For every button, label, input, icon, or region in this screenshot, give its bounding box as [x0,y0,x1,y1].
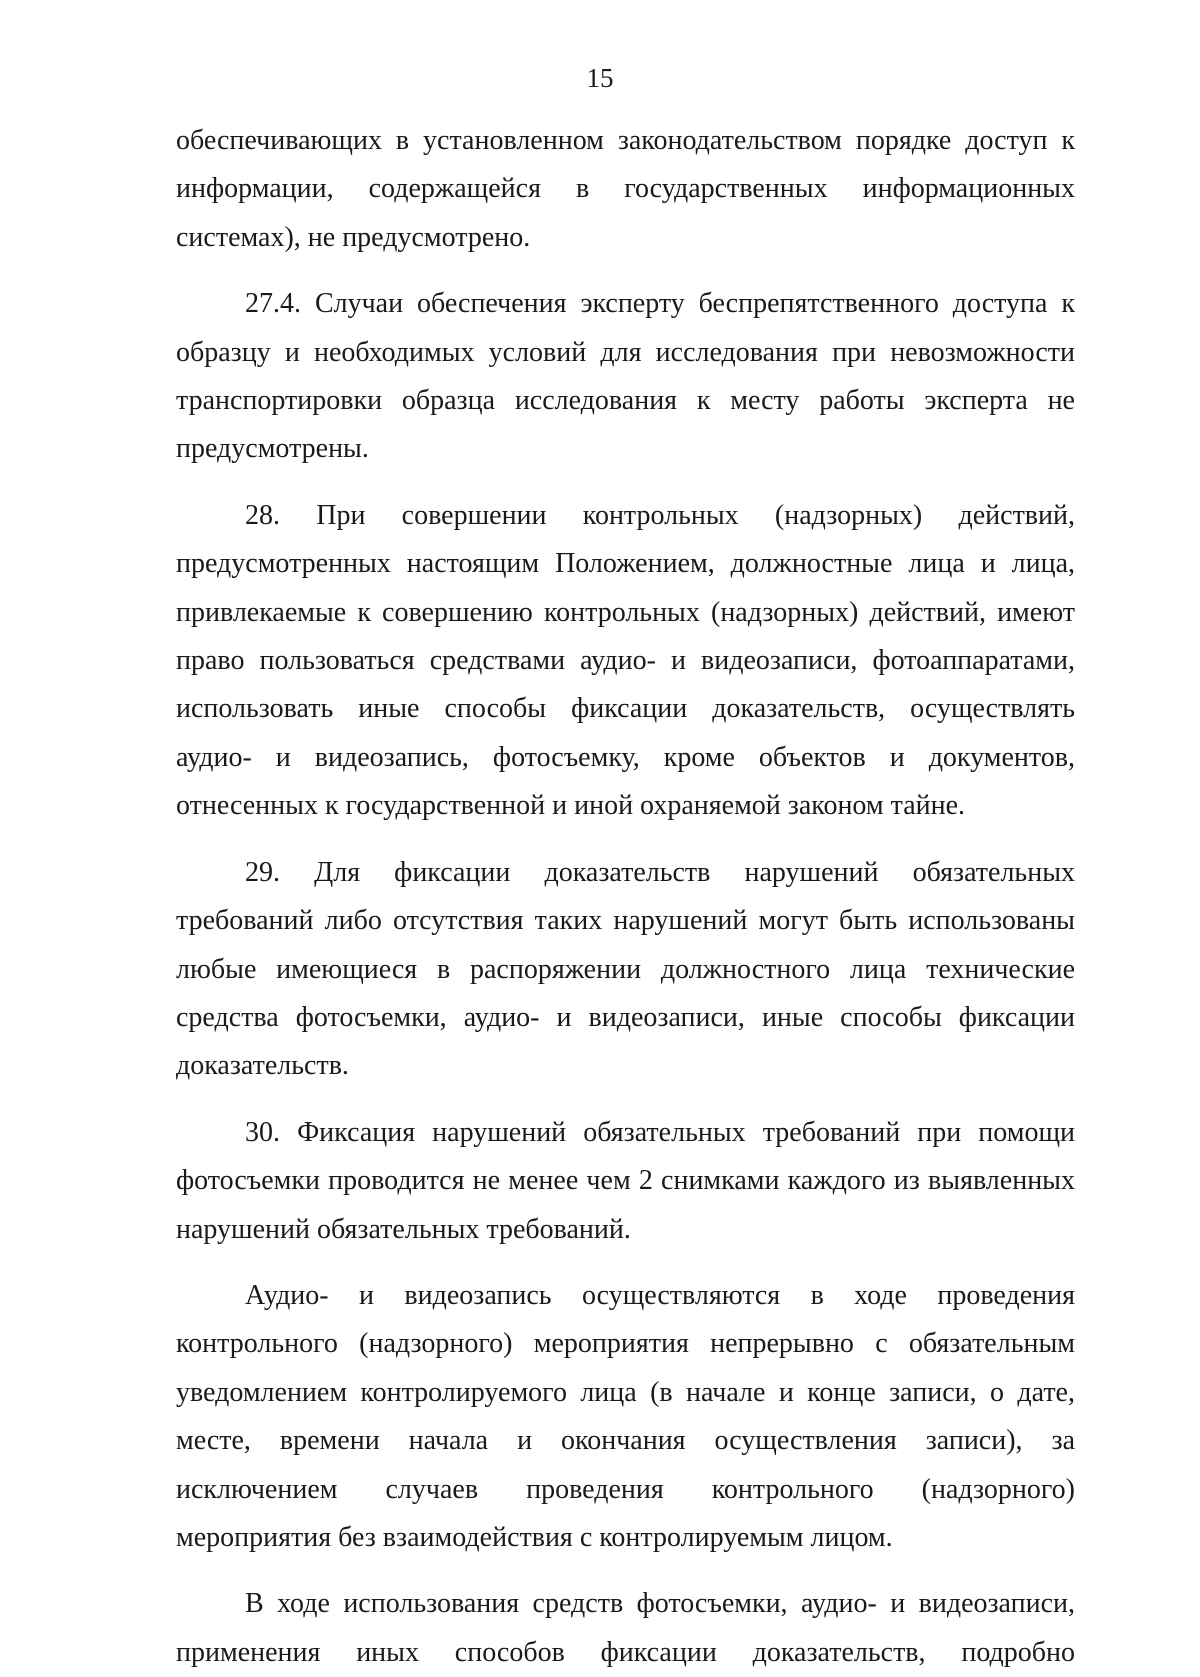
paragraph-p-29 [176,849,1075,1091]
text-line: требований либо отсутствия таких нарушений могут быть использованы [176,905,1075,937]
text-line: любые имеющиеся в распоряжении должностного лица технические [176,953,1075,985]
text-line: 30. Фиксация нарушений обязательных требований при помощи [245,1116,1075,1148]
text-line: Аудио- и видеозапись осуществляются в ходе проведения [245,1279,1075,1311]
text-line: информации, содержащейся в государственных информационных [176,173,1075,205]
text-line: аудио- и видеозапись, фотосъемку, кроме объектов и документов, [176,741,1075,773]
text-line: контрольного (надзорного) мероприятия непрерывно с обязательным [176,1328,1075,1360]
text-line: предусмотренных настоящим Положением, должностные лица и лица, [176,548,1075,580]
text-line: нарушений обязательных требований. [176,1213,631,1245]
text-line: обеспечивающих в установленном законодательством порядке доступ к [176,125,1075,156]
text-line: исключением случаев проведения контрольного (надзорного) [176,1473,1075,1505]
text-line: транспортировки образца исследования к месту работы эксперта не [176,385,1075,417]
text-line: использовать иные способы фиксации доказательств, осуществлять [176,693,1075,725]
text-line: предусмотрены. [176,433,369,465]
paragraph-p-30 [176,1109,1075,1254]
paragraph-p-audio [176,1272,1075,1562]
text-line: месте, времени начала и окончания осуществления записи), за [176,1425,1075,1457]
text-line: 28. При совершении контрольных (надзорных) действий, [245,499,1075,531]
text-line: системах), не предусмотрено. [176,221,531,253]
paragraph-p-28 [176,492,1075,831]
text-line: фотосъемки проводится не менее чем 2 снимками каждого из выявленных [176,1165,1075,1197]
page-number: 15 [586,63,614,93]
text-line: средства фотосъемки, аудио- и видеозаписи, иные способы фиксации [176,1001,1075,1033]
paragraph-p-cont [176,117,1075,262]
text-line: В ходе использования средств фотосъемки, аудио- и видеозаписи, [245,1588,1075,1620]
text-line: отнесенных к государственной и иной охраняемой законом тайне. [176,790,966,822]
document-body [176,117,1075,1677]
paragraph-p-hode [176,1580,1075,1677]
text-line: образцу и необходимых условий для исследования при невозможности [176,336,1075,368]
text-line: 29. Для фиксации доказательств нарушений обязательных [245,856,1075,888]
text-line: мероприятия без взаимодействия с контролируемым лицом. [176,1521,893,1553]
paragraph-p-27-4 [176,280,1075,474]
text-line: доказательств. [176,1050,349,1082]
text-line: привлекаемые к совершению контрольных (надзорных) действий, имеют [176,596,1075,628]
text-line: применения иных способов фиксации доказательств, подробно [176,1636,1075,1668]
text-line: право пользоваться средствами аудио- и видеозаписи, фотоаппаратами, [176,645,1075,677]
text-line: 27.4. Случаи обеспечения эксперту беспрепятственного доступа к [245,288,1075,320]
text-line: уведомлением контролируемого лица (в начале и конце записи, о дате, [176,1376,1075,1408]
